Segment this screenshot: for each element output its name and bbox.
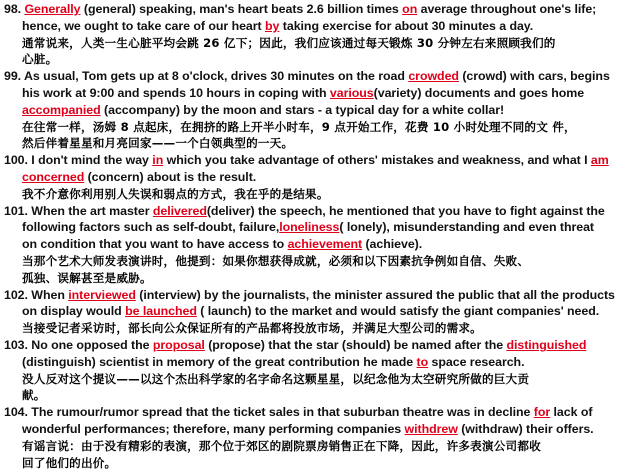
- text-run: (general) speaking, man's heart beats 2.6 billion times: [80, 2, 403, 16]
- translation-line: [0, 371, 640, 387]
- translation-line: [0, 51, 640, 67]
- text-run: (crowd) with cars, begins: [458, 69, 610, 84]
- text-run: 当接受记者采访时，部长向公众保证所有的产品都将投放市场，并满足大型公司的需求。: [22, 321, 482, 336]
- text-run: (interview) by the journalists, the minister assured the public that all the products: [135, 287, 615, 302]
- text-run: (distinguish) scientist in memory of the great contribution he made: [22, 354, 417, 369]
- text-run: his work at 9:00 and spends 10 hours in coping with: [22, 86, 330, 100]
- answer-word: on: [402, 2, 418, 16]
- text-run: (accompany) by the moon and stars - a typical day for a white collar!: [100, 102, 505, 117]
- translation-line: [0, 455, 640, 471]
- sentence-line: [0, 1, 640, 17]
- text-run: 没人反对这个提议——以这个杰出科学家的名字命名这颗星星，以纪念他为太空研究所做的巨大贡: [22, 371, 530, 386]
- text-run: 献。: [22, 388, 46, 403]
- text-run: hence, we ought to take care of our heart: [22, 18, 266, 33]
- text-run: (concern) about is the result.: [84, 170, 257, 184]
- text-run: on condition that you want to have access to: [22, 237, 288, 252]
- answer-word: loneliness: [279, 220, 340, 235]
- translation-line: [0, 270, 640, 286]
- sentence-line: [0, 68, 640, 84]
- answer-word: proposal: [152, 338, 205, 352]
- translation-line: [0, 320, 640, 336]
- translation-line: [0, 387, 640, 403]
- translation-line: [0, 186, 640, 202]
- text-run: (propose) that the star (should) be named after the: [204, 338, 507, 352]
- answer-word: Generally: [24, 2, 81, 16]
- text-run: ( lonely), misunderstanding and even threat: [339, 220, 595, 235]
- sentence-line: [0, 354, 640, 370]
- text-run: 通常说来，人类一生心脏平均会跳 26 亿下；因此，我们应该通过每天锻炼 30 分钟左右来照顾我们的: [22, 35, 556, 50]
- answer-word: concerned: [22, 170, 85, 184]
- answer-word: achievement: [287, 237, 363, 252]
- text-run: 孤独、误解甚至是威胁。: [22, 270, 152, 285]
- sentence-line: [0, 203, 640, 219]
- text-run: 我不介意你利用别人失误和弱点的方式，我在乎的是结果。: [22, 186, 329, 201]
- text-run: wonderful performances; therefore, many performing companies: [22, 422, 405, 436]
- text-run: (deliver) the speech, he mentioned that you have to fight against the: [206, 203, 605, 218]
- sentence-line: [0, 337, 640, 353]
- text-run: 102. When: [4, 287, 69, 302]
- text-run: 98.: [4, 2, 25, 16]
- answer-word: delivered: [152, 203, 207, 218]
- sentence-line: [0, 303, 640, 319]
- text-run: (withdraw) their offers.: [457, 422, 594, 436]
- text-run: on display would: [22, 304, 126, 319]
- answer-word: withdrew: [404, 422, 458, 436]
- translation-line: [0, 438, 640, 454]
- text-run: 104. The rumour/rumor spread that the ticket sales in that suburban theatre was in decline: [4, 405, 534, 420]
- sentence-line: [0, 18, 640, 34]
- text-run: lack of: [550, 405, 593, 420]
- text-run: 有谣言说：由于没有精彩的表演，那个位于郊区的剧院票房销售正在下降，因此，许多表演公司都收: [22, 438, 541, 453]
- text-run: ( launch) to the market and would satisfy the giant companies' need.: [196, 304, 600, 319]
- sentence-line: [0, 421, 640, 437]
- text-run: following factors such as self-doubt, failure,: [22, 220, 280, 235]
- text-run: 100. I don't mind the way: [4, 153, 153, 168]
- answer-word: various: [329, 86, 374, 100]
- answer-word: interviewed: [68, 287, 136, 302]
- text-run: 当那个艺术大师发表演讲时，他提到：如果你想获得成就，必须和以下因素抗争例如自信、失败、: [22, 254, 530, 268]
- text-run: taking exercise for about 30 minutes a day.: [279, 18, 534, 33]
- text-run: average throughout one's life;: [417, 2, 597, 16]
- sentence-line: [0, 152, 640, 168]
- sentence-line: [0, 219, 640, 235]
- text-run: 103. No one opposed the: [4, 338, 153, 352]
- text-run: (achieve).: [362, 237, 423, 252]
- text-run: 然后伴着星星和月亮回家——一个白领典型的一天。: [22, 136, 294, 151]
- sentence-line: [0, 236, 640, 252]
- text-run: which you take advantage of others' mistakes and weakness, and what I: [163, 153, 591, 168]
- answer-word: distinguished: [506, 338, 587, 352]
- answer-word: accompanied: [22, 102, 101, 117]
- sentence-line: [0, 85, 640, 101]
- text-run: (variety) documents and goes home: [373, 86, 585, 100]
- text-run: 在往常一样，汤姆 8 点起床，在拥挤的路上开半小时车，9 点开始工作，花费 10 小时处理不同的文 件，: [22, 119, 576, 134]
- answer-word: am: [590, 153, 609, 168]
- translation-line: [0, 35, 640, 51]
- answer-word: by: [265, 18, 280, 33]
- text-run: 心脏。: [22, 52, 58, 67]
- text-run: 101. When the art master: [4, 203, 153, 218]
- translation-line: [0, 135, 640, 151]
- text-run: 99. As usual, Tom gets up at 8 o'clock, drives 30 minutes on the road: [4, 69, 409, 84]
- text-run: 回了他们的出价。: [22, 455, 117, 470]
- text-run: space research.: [428, 354, 525, 369]
- sentence-line: [0, 102, 640, 118]
- sentence-line: [0, 169, 640, 185]
- answer-word: crowded: [408, 69, 459, 84]
- translation-line: [0, 119, 640, 135]
- translation-line: [0, 253, 640, 269]
- answer-word: in: [152, 153, 164, 168]
- sentence-line: [0, 287, 640, 303]
- answer-word: to: [416, 354, 429, 369]
- sentence-line: [0, 404, 640, 420]
- answer-word: be launched: [125, 304, 197, 319]
- answer-word: for: [533, 405, 551, 420]
